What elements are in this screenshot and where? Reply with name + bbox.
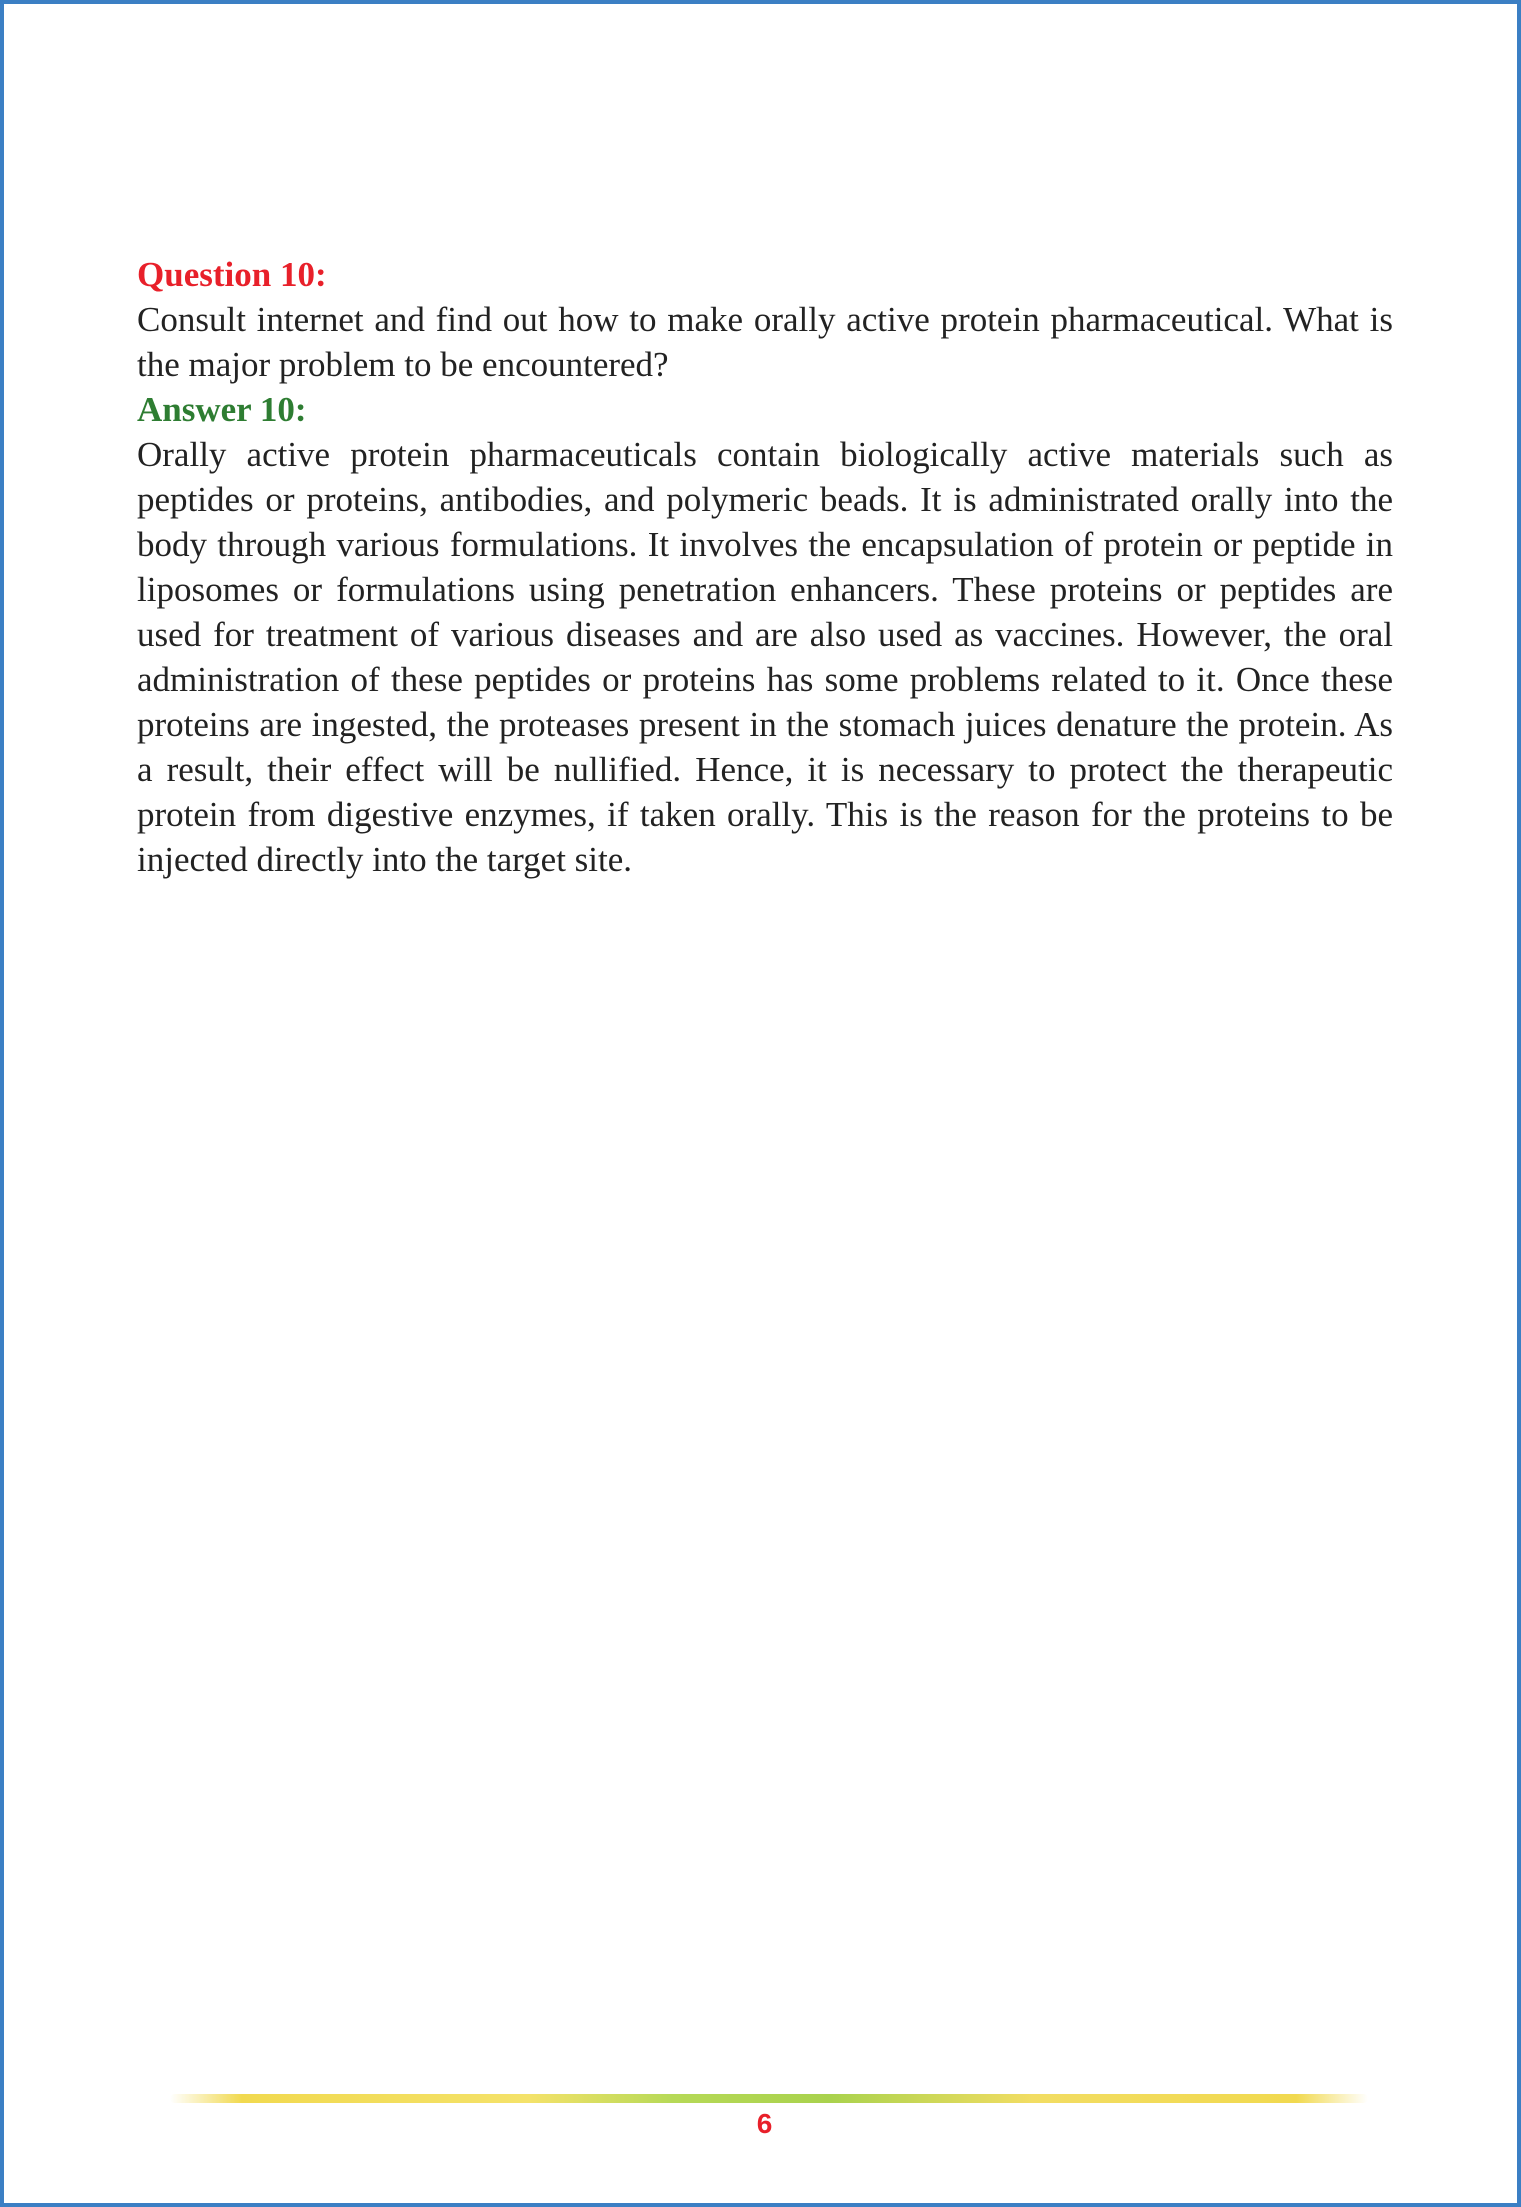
- answer-heading: Answer 10:: [137, 390, 307, 429]
- question-heading: Question 10:: [137, 255, 327, 294]
- page-number: 6: [756, 2108, 773, 2139]
- question-text: Consult internet and find out how to make orally active protein pharmaceutical. What is the major problem to be encountered?: [137, 300, 1393, 384]
- footer-divider: [170, 2094, 1368, 2103]
- answer-text: Orally active protein pharmaceuticals contain biologically active materials such as peptides or proteins, antibodies, and polymeric beads. It is administrated orally into the body through various formulations. It involves the encapsulation of protein or peptide in liposomes or formulations using penetration enhancers. These proteins or peptides are used for treatment of various diseases and are also used as vaccines. However, the oral administration of these peptides or proteins has some problems related to it. Once these proteins are ingested, the proteases present in the stomach juices denature the protein. As a result, their effect will be nullified. Hence, it is necessary to protect the therapeutic protein from digestive enzymes, if taken orally. This is the reason for the proteins to be injected directly into the target site.: [137, 435, 1393, 879]
- qa-content: [137, 252, 1393, 882]
